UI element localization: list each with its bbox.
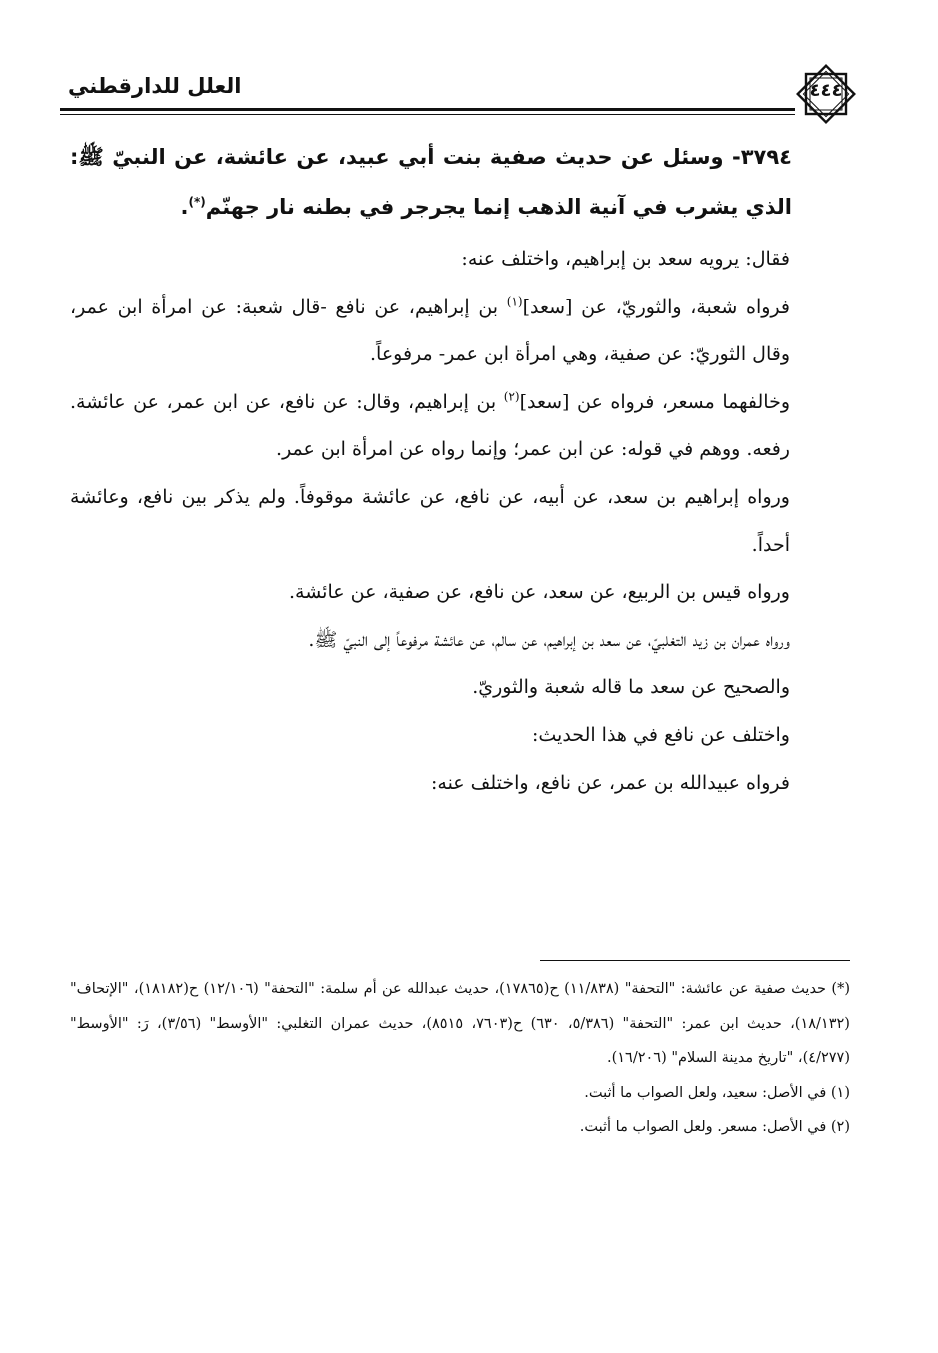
footnote-separator bbox=[540, 960, 850, 961]
page-header bbox=[60, 58, 860, 138]
page-number: ٤٤٤ bbox=[809, 80, 843, 101]
heading-footnote-mark: (*) bbox=[188, 195, 206, 209]
paragraph-1: فقال: يرويه سعد بن إبراهيم، واختلف عنه: bbox=[461, 248, 790, 270]
header-rule bbox=[60, 108, 795, 111]
footnote-star: (*) حديث صفية عن عائشة: "التحفة" (١١/٨٣٨) ح(١٧٨٦٥)، حديث عبدالله عن أم سلمة: "التحفة" (١٢/١٠٦) ح(١٨١٨٢)، "الإتحاف" (١٨/١٣٢)، حديث ابن عمر: "التحفة" (٥/٣٨٦، ٦٣٠) ح(٧٦٠٣، ٨٥١٥)، حديث عمران التغلبي: "الأوسط" (٣/٥٦)، رَ: "الأوسط" (٤/٢٧٧)، "تاريخ مدينة السلام" (١٦/٢٠٦). bbox=[70, 981, 850, 1066]
paragraph-3 bbox=[70, 379, 850, 474]
main-text bbox=[70, 132, 850, 807]
paragraph-2-b: بن إبراهيم، عن نافع -قال شعبة: عن امرأة ابن عمر، وقال الثوريّ: عن صفية، وهي امرأة ابن عمر- مرفوعاً. bbox=[70, 295, 790, 366]
heading-text: ٣٧٩٤- وسئل عن حديث صفية بنت أبي عبيد، عن عائشة، عن النبيّ ﷺ: الذي يشرب في آنية الذهب إنما يجرجر في بطنه نار جهنّم bbox=[70, 145, 792, 219]
hadith-heading bbox=[70, 132, 850, 232]
paragraph-9: فرواه عبيدالله بن عمر، عن نافع، واختلف عنه: bbox=[430, 771, 790, 794]
book-title: العلل للدارقطني bbox=[68, 74, 242, 98]
paragraph-2-a: فرواه شعبة، والثوريّ، عن [سعد] bbox=[522, 295, 790, 318]
footnote-1: (١) في الأصل: سعيد، ولعل الصواب ما أثبت. bbox=[584, 1084, 850, 1101]
heading-end: . bbox=[180, 195, 189, 219]
footnotes bbox=[70, 972, 850, 1145]
page-number-badge bbox=[792, 60, 860, 128]
paragraph-4: ورواه إبراهيم بن سعد، عن أبيه، عن نافع، عن عائشة موقوفاً. ولم يذكر بين نافع، وعائشة أحداً. bbox=[70, 485, 790, 556]
paragraph-3-b: بن إبراهيم، وقال: عن نافع، عن ابن عمر، عن عائشة. رفعه. ووهم في قوله: عن ابن عمر؛ وإنما رواه عن امرأة ابن عمر. bbox=[70, 390, 790, 461]
paragraph-8: واختلف عن نافع في هذا الحديث: bbox=[531, 723, 790, 746]
paragraph-3-a: وخالفهما مسعر، فرواه عن [سعد] bbox=[519, 390, 790, 413]
footnote-ref-1: (١) bbox=[506, 294, 523, 309]
header-rule-thin bbox=[60, 114, 795, 115]
paragraph-7: والصحيح عن سعد ما قاله شعبة والثوريّ. bbox=[472, 676, 790, 699]
paragraph-5: ورواه قيس بن الربيع، عن سعد، عن نافع، عن صفية، عن عائشة. bbox=[289, 581, 790, 604]
paragraph-2 bbox=[70, 284, 850, 379]
footnote-2: (٢) في الأصل: مسعر. ولعل الصواب ما أثبت. bbox=[579, 1119, 850, 1135]
paragraph-6: ورواه عمران بن زيد التغلبيّ، عن سعد بن إبراهيم، عن سالم، عن عائشة مرفوعاً إلى النبيّ ﷺ. bbox=[308, 628, 790, 651]
footnote-ref-2: (٢) bbox=[503, 389, 520, 404]
